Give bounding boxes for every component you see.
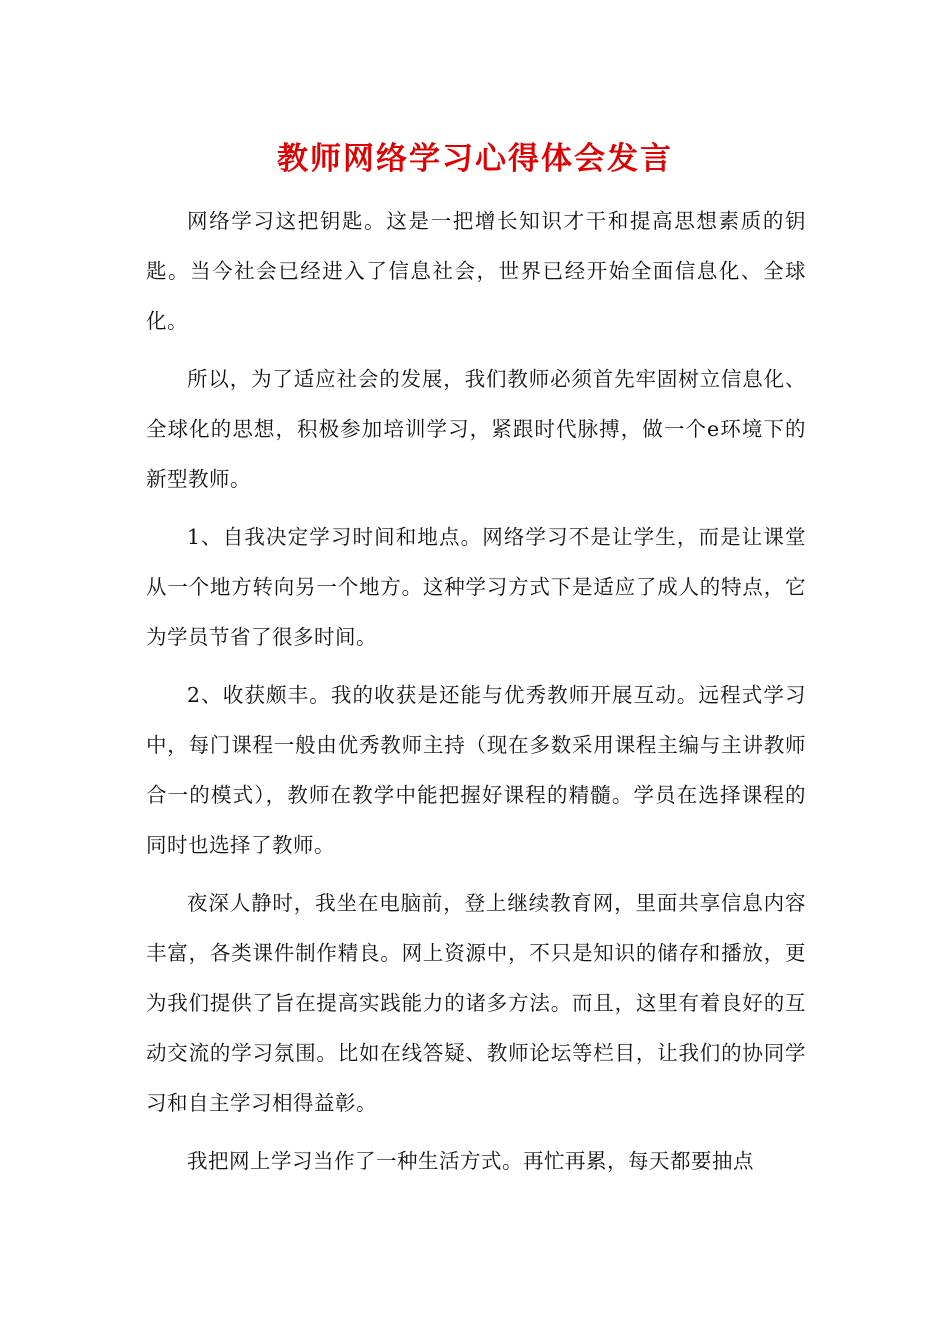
document-body	[146, 196, 806, 1194]
paragraph-5: 夜深人静时，我坐在电脑前，登上继续教育网，里面共享信息内容丰富，各类课件制作精良。网上资源中，不只是知识的储存和播放，更为我们提供了旨在提高实践能力的诸多方法。而且，这里有着良好的互动交流的学习氛围。比如在线答疑、教师论坛等栏目，让我们的协同学习和自主学习相得益彰。	[146, 891, 806, 1115]
document-title: 教师网络学习心得体会发言	[277, 141, 673, 177]
paragraph-3: 1、自我决定学习时间和地点。网络学习不是让学生，而是让课堂从一个地方转向另一个地方。这种学习方式下是适应了成人的特点，它为学员节省了很多时间。	[146, 525, 806, 649]
paragraph-1: 网络学习这把钥匙。这是一把增长知识才干和提高思想素质的钥匙。当今社会已经进入了信息社会，世界已经开始全面信息化、全球化。	[146, 209, 806, 333]
paragraph-6: 我把网上学习当作了一种生活方式。再忙再累，每天都要抽点	[187, 1149, 754, 1173]
paragraph-2: 所以，为了适应社会的发展，我们教师必须首先牢固树立信息化、全球化的思想，积极参加培训学习，紧跟时代脉搏，做一个e环境下的新型教师。	[146, 367, 806, 491]
paragraph-4: 2、收获颇丰。我的收获是还能与优秀教师开展互动。远程式学习中，每门课程一般由优秀教师主持（现在多数采用课程主编与主讲教师合一的模式），教师在教学中能把握好课程的精髓。学员在选择课程的同时也选择了教师。	[146, 683, 806, 857]
